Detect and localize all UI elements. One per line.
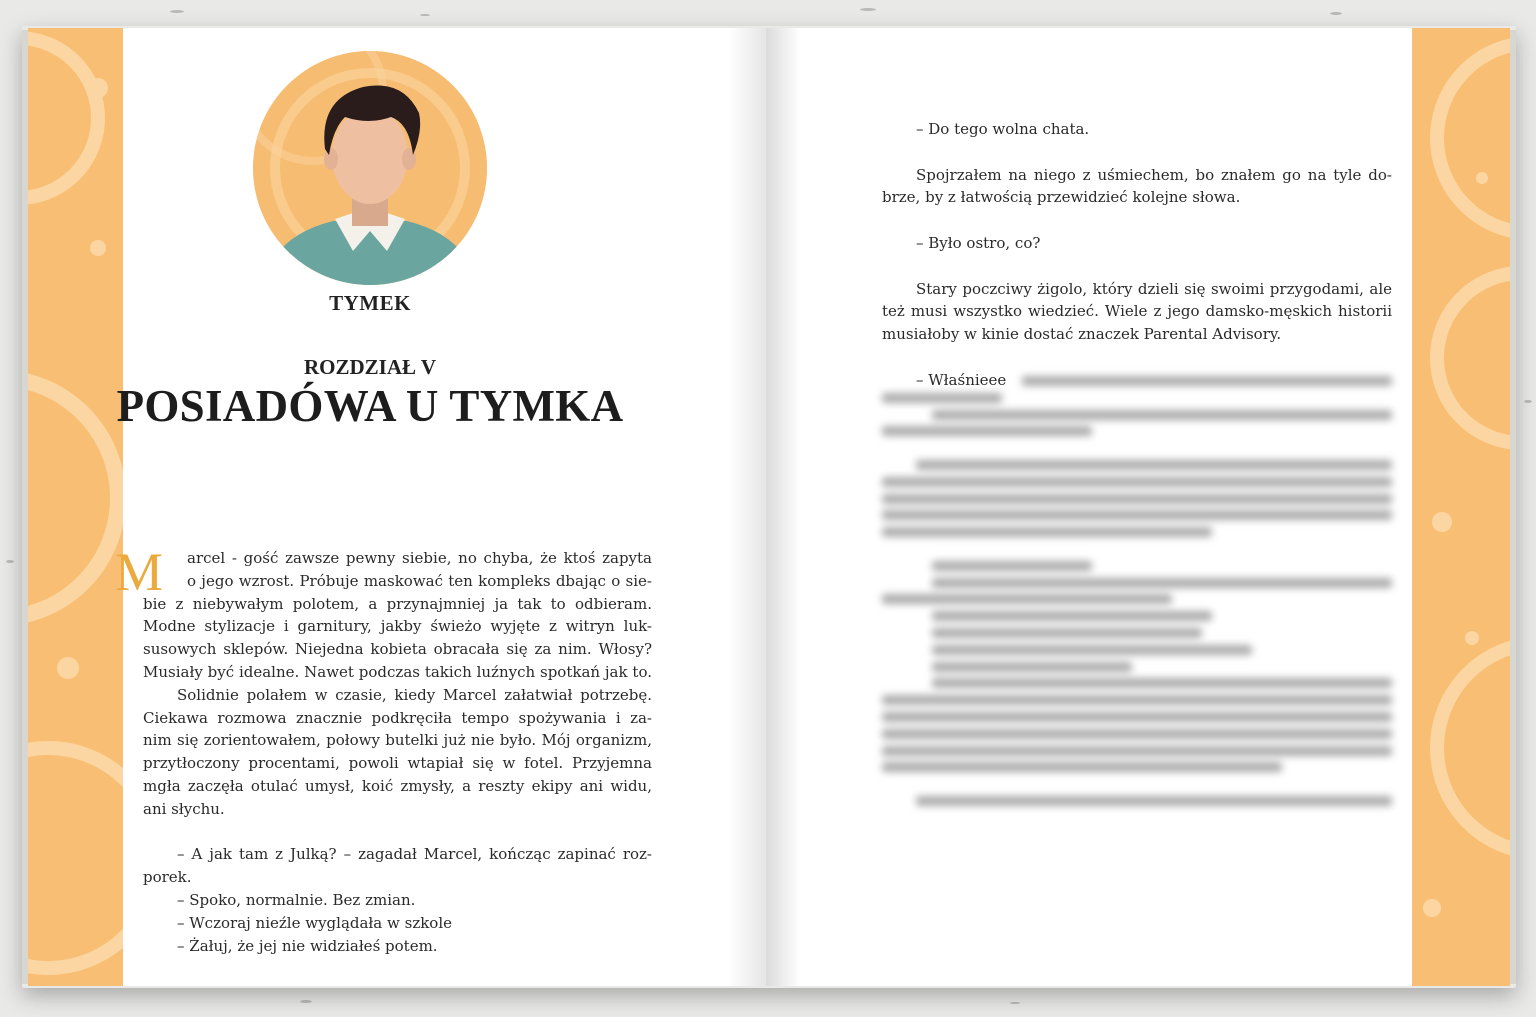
blurred-gap: [882, 544, 1392, 554]
blurred-line: [882, 494, 1392, 504]
character-name: TYMEK: [329, 291, 411, 315]
blank-line: [143, 821, 652, 844]
text-line: susowych sklepów. Niejedna kobieta obracała się za nim. Włosy?: [143, 640, 652, 659]
drop-cap: M: [115, 542, 164, 602]
background-speck: [1010, 1002, 1020, 1004]
gutter-shadow-left: [728, 28, 766, 986]
text-line: ani słychu.: [143, 799, 225, 818]
blurred-line: [882, 426, 1092, 436]
text-line: – Spoko, normalnie. Bez zmian.: [177, 890, 416, 909]
blurred-line: [882, 695, 1392, 705]
blurred-line: [1022, 376, 1392, 386]
page-edge-right: [1510, 30, 1516, 984]
text-line: Ciekawa rozmowa znacznie podkręciła tempo spożywania i za-: [143, 708, 652, 727]
circle-pattern-right: [1412, 28, 1510, 986]
text-line: – Właśnieee: [916, 370, 1007, 389]
blurred-gap: [882, 779, 1392, 789]
blurred-line: [932, 578, 1392, 588]
text-line: – Było ostro, co?: [916, 233, 1041, 252]
text-line: porek.: [143, 868, 192, 887]
blurred-line: [932, 410, 1392, 420]
blurred-line: [932, 645, 1252, 655]
blurred-line: [882, 477, 1392, 487]
text-line: Musiały być idealne. Nawet podczas takich luźnych spotkań jak to.: [143, 662, 652, 681]
background-speck: [420, 14, 430, 16]
blurred-line: [932, 628, 1202, 638]
text-line: przytłoczony procentami, powoli wtapiał się w fotel. Przyjemna: [143, 754, 652, 773]
blurred-line: [932, 678, 1392, 688]
background-speck: [1330, 12, 1342, 15]
background-speck: [6, 560, 14, 563]
blurred-line: [882, 393, 1002, 403]
blurred-text-block: [882, 370, 1392, 813]
blurred-line: [882, 746, 1392, 756]
text-line: Spojrzałem na niego z uśmiechem, bo znałem go na tyle do-: [916, 165, 1392, 184]
blurred-gap: [882, 443, 1392, 453]
character-portrait: [253, 51, 487, 285]
text-line: – A jak tam z Julką? – zagadał Marcel, kończąc zapinać roz-: [177, 845, 652, 864]
text-line: też musi wszystko wiedzieć. Wiele z jego damsko-męskich historii: [882, 302, 1392, 321]
blurred-line: [882, 527, 1212, 537]
text-line: – Żałuj, że jej nie widziałeś potem.: [177, 936, 438, 955]
text-line: Modne stylizacje i garnitury, jakby świeżo wyjęte z witryn luk-: [143, 617, 652, 636]
text-line: Stary poczciwy żigolo, który dzieli się swoimi przygodami, ale: [916, 279, 1392, 298]
decorative-stripe-right: [1412, 28, 1510, 986]
text-line: bie z niebywałym polotem, a przynajmniej ja tak to odbieram.: [143, 594, 652, 613]
text-line: mgła zaczęła otulać umysł, koić zmysły, a reszty ekipy ani widu,: [143, 776, 652, 795]
blurred-line: [882, 762, 1282, 772]
text-line: musiałoby w kinie dostać znaczek Parental Advisory.: [882, 325, 1282, 344]
text-line: – Do tego wolna chata.: [916, 120, 1090, 138]
background-speck: [860, 8, 876, 11]
blurred-line: [882, 712, 1392, 722]
chapter-title: POSIADÓWA U TYMKA: [116, 381, 624, 431]
text-line: nim się zorientowałem, połowy butelki już nie było. Mój organizm,: [143, 731, 652, 750]
blank-line: [882, 346, 1392, 369]
blank-line: [882, 209, 1392, 232]
text-line: arcel - gość zawsze pewny siebie, no chyba, że ktoś zapyta: [187, 549, 652, 567]
text-line: – Wczoraj nieźle wyglądała w szkole: [177, 913, 453, 932]
blank-line: [882, 141, 1392, 164]
right-page-text: [882, 118, 1392, 392]
blurred-line: [932, 662, 1132, 672]
blurred-line: [932, 561, 1092, 571]
blurred-line: [882, 510, 1392, 520]
blank-line: [882, 255, 1392, 278]
blurred-line: [882, 594, 1172, 604]
gutter-shadow-right: [766, 28, 800, 986]
chapter-label: ROZDZIAŁ V: [303, 355, 437, 379]
blurred-line: [916, 460, 1392, 470]
blurred-line: [882, 729, 1392, 739]
background-speck: [170, 10, 184, 13]
text-line: o jego wzrost. Próbuje maskować ten kompleks dbając o sie-: [187, 571, 652, 590]
decorative-stripe-left: [28, 28, 123, 986]
background-speck: [300, 1000, 312, 1003]
circle-pattern-left: [28, 28, 123, 986]
background-speck: [1524, 400, 1532, 403]
text-line: brze, by z łatwością przewidzieć kolejne słowa.: [882, 188, 1241, 207]
left-paragraph-1: [143, 547, 652, 957]
blurred-line: [916, 796, 1392, 806]
blurred-line: [932, 611, 1212, 621]
text-line: Solidnie polałem w czasie, kiedy Marcel załatwiał potrzebę.: [177, 685, 652, 704]
